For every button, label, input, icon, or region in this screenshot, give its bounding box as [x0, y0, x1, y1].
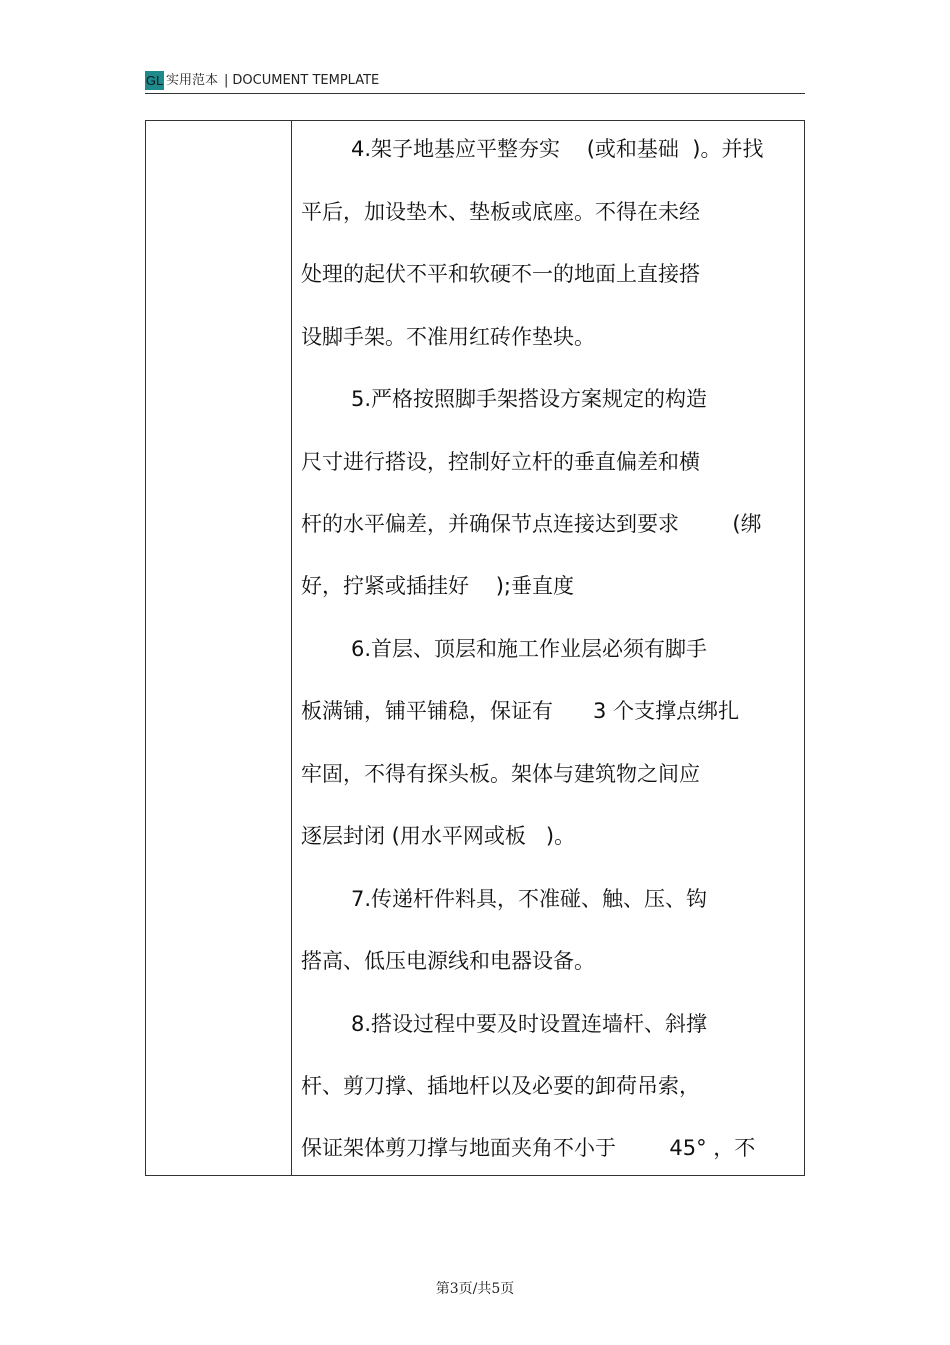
page-header — [145, 70, 805, 94]
paragraph-6-line-4: 逐层封闭 (用水平网或板 )。 — [301, 824, 576, 848]
header-divider — [145, 93, 805, 94]
paragraph-5-line-2: 尺寸进行搭设，控制好立杆的垂直偏差和横 — [301, 450, 700, 474]
table-left-cell — [146, 121, 292, 1175]
page-number: 第3页/共5页 — [435, 1281, 515, 1297]
header-separator: | — [224, 73, 229, 88]
paragraph-6-line-3: 牢固，不得有探头板。架体与建筑物之间应 — [301, 762, 700, 786]
paragraph-6-line-2: 板满铺，铺平铺稳，保证有 3 个支撑点绑扎 — [301, 699, 740, 723]
header-document-template: DOCUMENT TEMPLATE — [232, 73, 380, 88]
paragraph-7-line-1: 7.传递杆件料具，不准碰、触、压、钩 — [351, 887, 708, 911]
paragraph-6-line-1: 6.首层、顶层和施工作业层必须有脚手 — [351, 637, 708, 661]
paragraph-8-line-1: 8.搭设过程中要及时设置连墙杆、斜撑 — [351, 1012, 708, 1036]
gl-logo: GL — [145, 73, 164, 88]
paragraph-4-line-4: 设脚手架。不准用红砖作垫块。 — [301, 325, 595, 349]
paragraph-4-line-3: 处理的起伏不平和软硬不一的地面上直接搭 — [301, 262, 700, 286]
content-table — [145, 120, 805, 1176]
paragraph-8-line-3: 保证架体剪刀撑与地面夹角不小于 45° ，不 — [301, 1136, 756, 1160]
paragraph-8-line-2: 杆、剪刀撑、插地杆以及必要的卸荷吊索， — [301, 1074, 700, 1098]
table-right-cell — [292, 121, 804, 1175]
paragraph-4-line-2: 平后，加设垫木、垫板或底座。不得在未经 — [301, 200, 700, 224]
paragraph-5-line-4: 好，拧紧或插挂好 );垂直度 — [301, 574, 574, 598]
paragraph-7-line-2: 搭高、低压电源线和电器设备。 — [301, 949, 595, 973]
paragraph-4-line-1: 4.架子地基应平整夯实 (或和基础 )。并找 — [351, 137, 764, 161]
header-brand: 实用范本 — [166, 73, 219, 88]
paragraph-5-line-1: 5.严格按照脚手架搭设方案规定的构造 — [351, 387, 708, 411]
header-title — [166, 71, 379, 90]
paragraph-5-line-3: 杆的水平偏差，并确保节点连接达到要求 (绑 — [301, 512, 762, 536]
